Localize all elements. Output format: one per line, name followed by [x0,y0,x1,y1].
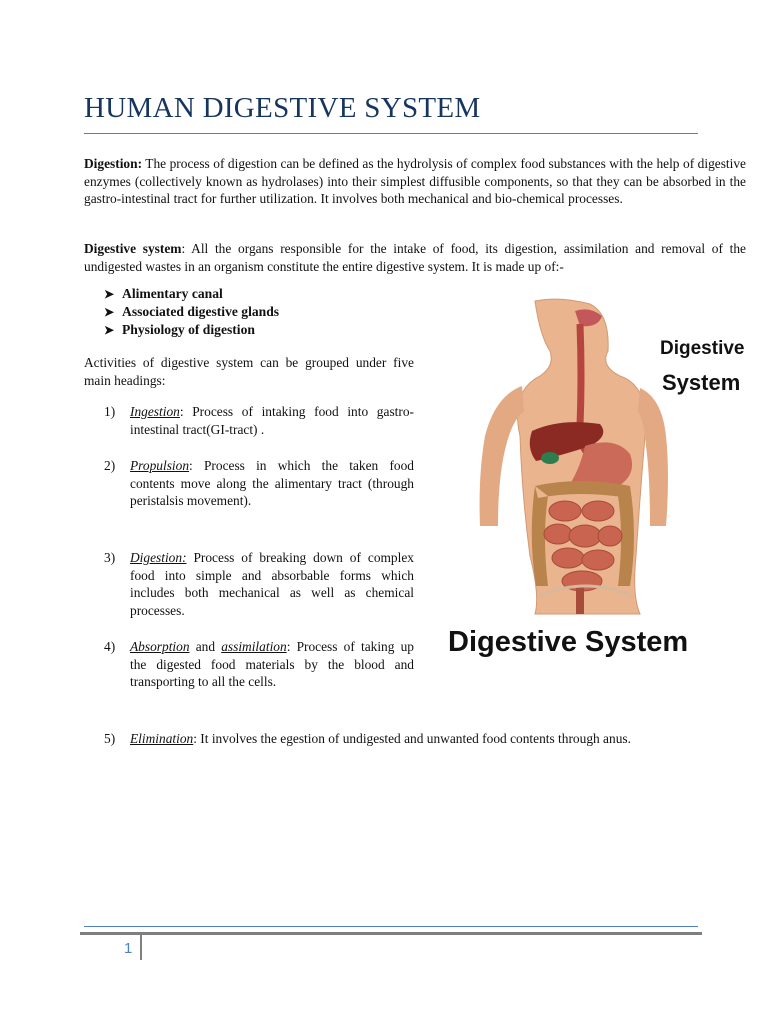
activity-item-propulsion [104,457,414,510]
arrow-bullet-icon: ➤ [104,287,115,301]
item-text: : Process in which the taken food contents move along the alimentary tract (through peristalsis movement). [130,458,414,508]
item-term: Elimination [130,731,194,746]
item-term: Absorption [130,639,190,654]
list-item-label: Alimentary canal [122,286,223,301]
list-item-label: Associated digestive glands [122,304,280,319]
list-item [104,303,279,321]
footer-rule-thick [80,932,702,935]
list-item-label: Physiology of digestion [122,322,255,337]
left-arm-shape [480,386,524,526]
item-number: 3) [104,550,116,565]
item-body [130,730,724,748]
digestion-paragraph [84,155,746,208]
arrow-bullet-icon: ➤ [104,305,115,319]
item-body [130,403,414,438]
item-connector: and [189,639,222,654]
item-text: : Process of taking up the digested food materials by the blood and transporting to all the cells. [130,639,414,689]
component-list [104,285,279,339]
figure-caption-system: System [662,370,741,395]
list-item [104,321,279,339]
digestion-term: Digestion: [84,156,143,171]
page-number: 1 [124,940,133,957]
activity-item-elimination [104,730,724,748]
page-title: HUMAN DIGESTIVE SYSTEM [84,92,481,124]
item-body [130,549,414,619]
item-body [130,457,414,510]
item-text: : It involves the egestion of undigested and unwanted food contents through anus. [193,731,631,746]
digestive-system-text: : All the organs responsible for the intake of food, its digestion, assimilation and removal of the undigested wastes in an organism constitute the entire digestive system. It is made up of:- [84,241,746,274]
item-text: Process of breaking down of complex food into simple and absorbable forms which includes both mechanical as well as chemical processes. [130,550,414,618]
item-term-secondary: assimilation [221,639,287,654]
title-underline [84,133,698,134]
list-item [104,285,279,303]
activity-item-digestion [104,549,414,619]
gallbladder-shape [541,452,559,464]
item-number: 2) [104,458,116,473]
item-number: 5) [104,731,116,746]
digestive-system-term: Digestive system [84,241,182,256]
footer-rule-thin [84,926,698,927]
item-number: 1) [104,404,116,419]
digestive-system-paragraph [84,240,746,275]
item-term: Propulsion [130,458,190,473]
figure-caption-digestive: Digestive [660,338,745,359]
item-term: Digestion: [130,550,187,565]
item-body [130,638,414,691]
item-text: : Process of intaking food into gastro-intestinal tract(GI-tract) . [130,404,414,437]
arrow-bullet-icon: ➤ [104,323,115,337]
figure-caption-main: Digestive System [448,626,689,658]
activities-intro: Activities of digestive system can be grouped under five main headings: [84,355,414,388]
item-number: 4) [104,639,116,654]
page-number-divider [140,934,142,960]
activity-item-absorption [104,638,414,691]
digestion-text: The process of digestion can be defined as the hydrolysis of complex food substances with the help of digestive enzymes (collectively known as hydrolases) into their simplest diffusible components, so that they can be absorbed in the gastro-intestinal tract for further utilization. It involves both mechanical and bio-chemical processes. [84,156,746,206]
item-term: Ingestion [130,404,180,419]
activity-item-ingestion [104,403,414,438]
